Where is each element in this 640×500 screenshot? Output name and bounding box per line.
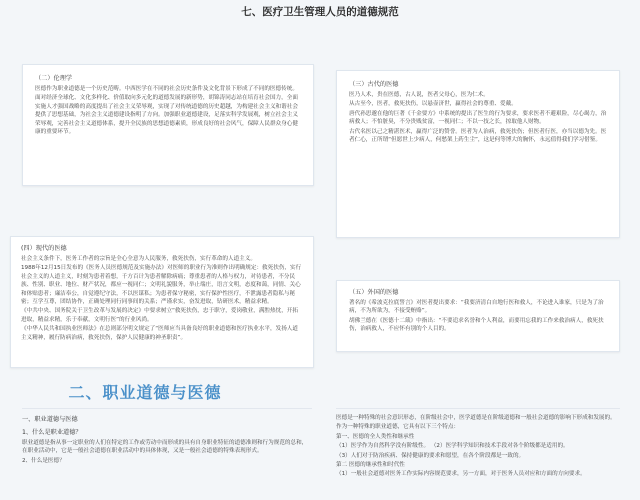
card-paragraph: 社会主义条件下，医务工作者的宗旨是全心全意为人民服务，救死扶伤，实行革命的人道主义。 <box>21 256 256 262</box>
section-heading: 二、职业道德与医德 <box>68 385 222 402</box>
section-left-text <box>22 414 312 465</box>
divider <box>22 408 312 409</box>
card-paragraph: 医乃人术，贵在医德，古人说，医者父母心，医为仁术。 <box>349 92 489 98</box>
list-item: （1）医学作为自然科学没有阶级性。 （2）医学科学知识和技术手段对各个阶级都是适用的。 <box>336 443 569 450</box>
body-paragraph: 医德是一种特殊的社会意识形态，在阶级社会中，医学道德是在阶级道德和一般社会道德的影响下形成和发展的。 <box>336 415 616 421</box>
sub-heading: 一、职业道德与医德 <box>22 416 78 423</box>
list-item: （3）人们对于防治疾病、保持健康的要求和愿望，在各个阶段都是一致的。 <box>336 452 525 459</box>
body-paragraph: 作为一种特殊的职业道德，它具有以下三个特点： <box>336 424 460 431</box>
card-paragraph: 著名的《希波克拉底誓言》对医者提出要求：“我要济清白自地行医和救人，不论进入谁家，只是为了治病，不为所欲为，不接受贿赂”。 <box>349 300 604 315</box>
list-item: （1）一般社会道德对医务工作实际内容规范要求，另一方面，对于医务人员对应和方面的方向要求。 <box>336 471 586 478</box>
card-paragraph: 唐代孙思邈在他的巨著《千金要方》中系统的提出了医生的行为要求，要求医者不避艰险，尽心竭力，治病救人；不怕脏臭，不分贵贱贫富，一视同仁；不以一技之长，掠取他人财物。 <box>349 110 607 126</box>
section-card-foreign-ethics <box>336 280 620 352</box>
divider <box>336 408 620 409</box>
section-right-text <box>336 414 616 479</box>
question-heading: 1、什么是职业道德？ <box>22 429 82 436</box>
card-paragraph: 胡佛兰德在《医德十二箴》中指出：“不要追求名誉和个人利益，而要用忘我的工作来救治病人，救死扶伤，治病救人，不应怀有别的个人目的。 <box>349 317 604 333</box>
card-paragraph: 1988年12月15日发布的《医务人员医德规范及实施办法》对医师的职业行为准则作出明确规定：救死扶伤，实行社会主义的人道主义，时刻为患者着想，千方百计为患者解除病痛；尊重患者的人格与权力，对待患者，不分民族、性别、职业、地位、财产状况，都应一视同仁；文明礼貌服务，举止端庄，语言文明，态度和蔼，同情、关心和体贴患者；廉洁奉公，自觉遵纪守法，不以医谋私；为患者保守秘密，实行保护性医疗，不泄露患者隐私与秘密；互学互尊，团结协作，正确处理同行同事间的关系；严谨求实，奋发进取，钻研医术，精益求精。 <box>21 265 302 306</box>
section-card-ancient-ethics <box>336 70 620 238</box>
section-card-ethics <box>22 64 314 186</box>
card-paragraph: 《中共中央、国务院关于卫生改革与发展的决定》中要求树立“救死扶伤，忠于职守，爱岗敬业，满腔热忱，开拓进取，精益求精，乐于奉献，文明行医”的行业风尚。 <box>21 308 298 323</box>
card-paragraph: 医德作为职业道德是一个历史范畴。中西医学在不同的社会历史条件及文化背景下形成了不同的医德传统。 <box>35 86 298 92</box>
card-heading: (四）现代的医德 <box>21 245 67 252</box>
card-paragraph: 面对经济全球化、文化多样化、价值取向多元化的道德发展的新形势，胡锦涛同志站在培育社会国力，全面实施人才强国战略的高度提出了社会主义荣辱观，实现了对传统道德的历史超越，为构建社会主义和谐社会提供了思想基础，为社会主义道德建设指明了方向。加强职业道德建设，足落实科学发展观，树立社会主义荣辱观，完善社会主义道德体系，提升全民族的思想道德素质，形成良好的社会风气，保障人民群众身心健康的重要环节。 <box>35 95 298 136</box>
card-heading: （二）伦理学 <box>35 75 73 82</box>
card-paragraph: 从古至今，医者，救死扶伤，以悬壶济世，赢得社会的尊重、爱戴。 <box>349 101 517 108</box>
list-item: 第一、医德的全人类性和继承性 <box>336 433 415 440</box>
card-heading: （五）外国的医德 <box>349 289 399 296</box>
body-paragraph: 2、什么是医德？ <box>22 457 65 464</box>
card-heading: （三）古代的医德 <box>349 81 399 88</box>
card-paragraph: 古代名医以己之精湛医术，赢得广泛的赞誉。医者为人治病，救死扶伤；但医者行医，亦当以德为先。医者仁心，正所谓“但愿世上少病人，何愁架上药生尘”，这是何等博大的胸怀，永远值得我们学习借鉴。 <box>349 128 607 144</box>
list-item: 第二 医德的继承性和时代性 <box>336 462 405 469</box>
card-paragraph: 《中华人民共和国执业医师法》在总则部分明文规定了“医师应当具备良好的职业道德和医疗执业水平，发扬人道主义精神，履行防病治病，救死扶伤，保护人民健康的神圣职责”。 <box>21 326 298 341</box>
section-card-modern-ethics <box>10 236 314 368</box>
page-title: 七、医疗卫生管理人员的道德规范 <box>241 6 399 18</box>
body-paragraph: 职业道德是指从事一定职业的人们在特定的工作或劳动中而形成的具有自身职业特征的道德准则和行为规范的总和，在职业活动中，它是一般社会道德在职业活动中的具体体现，又是一般社会道德的特殊表现形式。 <box>22 440 308 455</box>
